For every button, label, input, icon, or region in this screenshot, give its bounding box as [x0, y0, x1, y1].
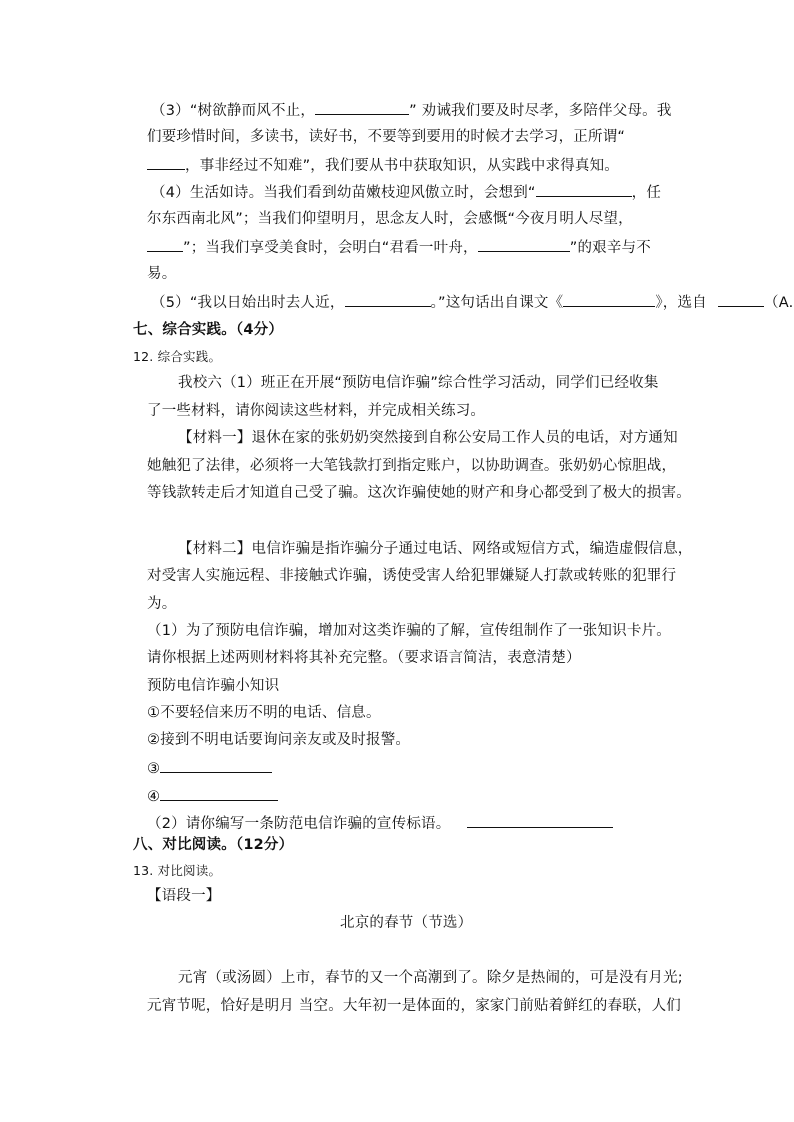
q3-line-1: （3）“树欲静而风不止， ” 劝诫我们要及时尽孝，多陪伴父母。我 [151, 100, 672, 121]
sub-question-1-instructions: 请你根据上述两则材料将其补充完整。（要求语言简洁，表意清楚） [147, 650, 581, 666]
material-2-line-3: 为。 [147, 596, 177, 612]
material-1-line-3: 等钱款转走后才知道自己受了骗。这次诈骗使她的财产和身心都受到了极大的损害。 [147, 485, 691, 501]
q5-blank-1[interactable] [345, 292, 431, 307]
knowledge-tip-3: ③ [147, 758, 272, 779]
passage-line-2: 元宵节呢，恰好是明月 当空。大年初一是体面的，家家门前贴着鲜红的春联，人们 [147, 998, 682, 1014]
q4-blank-2[interactable] [147, 237, 183, 252]
question-13-label: 13. 对比阅读。 [133, 863, 222, 878]
material-1-line-2: 她触犯了法律，必须将一大笔钱款打到指定账户，以协助调查。张奶奶心惊胆战， [147, 458, 677, 474]
q3-line-3: ，事非经过不知难”，我们要从书中获取知识，从实践中求得真知。 [147, 155, 619, 176]
section-8-title: 八、对比阅读。（12分） [133, 837, 294, 853]
passage-line-1: 元宵（或汤圆）上市，春节的又一个高潮到了。除夕是热闹的，可是没有月光; [178, 970, 683, 986]
q3-line-2: 们要珍惜时间，多读书，读好书，不要等到要用的时候才去学习，正所谓“ [147, 129, 626, 145]
q4-line-3: ”；当我们享受美食时，会明白“君看一叶舟， ”的艰辛与不 [147, 237, 651, 258]
slogan-blank[interactable] [467, 813, 613, 828]
intro-line-2: 了一些材料，请你阅读这些材料，并完成相关练习。 [147, 403, 486, 419]
material-2-line-2: 对受害人实施远程、非接触式诈骗，诱使受害人给犯罪嫌疑人打款或转账的犯罪行 [147, 568, 677, 584]
q4-blank-3[interactable] [478, 237, 570, 252]
passage-title: 北京的春节（节选） [340, 915, 473, 931]
q4-line-2: 尔东西南北风”；当我们仰望明月，思念友人时，会感慨“今夜月明人尽望， [147, 211, 633, 227]
q4-line-4: 易。 [147, 266, 177, 282]
q5-blank-3[interactable] [718, 292, 764, 307]
q5-blank-2[interactable] [563, 292, 655, 307]
q4-line-1: （4）生活如诗。当我们看到幼苗嫩枝迎风傲立时，会想到“ ，任 [151, 182, 661, 203]
q5-line-tail: （A. [718, 292, 793, 313]
knowledge-tip-2: ②接到不明电话要询问亲友或及时报警。 [147, 732, 411, 748]
material-1-line-1: 【材料一】退休在家的张奶奶突然接到自称公安局工作人员的电话，对方通知 [178, 430, 678, 446]
sub-question-2: （2）请你编写一条防范电信诈骗的宣传标语。 [147, 813, 613, 834]
tip-4-blank[interactable] [160, 786, 278, 801]
intro-line-1: 我校六（1）班正在开展“预防电信诈骗”综合性学习活动，同学们已经收集 [178, 375, 659, 391]
material-2-line-1: 【材料二】电信诈骗是指诈骗分子通过电话、网络或短信方式，编造虚假信息， [178, 541, 693, 557]
tip-3-blank[interactable] [160, 758, 272, 773]
knowledge-card-title: 预防电信诈骗小知识 [147, 678, 280, 694]
q3-blank-1[interactable] [315, 100, 409, 115]
q3-blank-2[interactable] [147, 155, 185, 170]
q5-line: （5）“我以日始出时去人近， 。”这句话出自课文《 》，选自 [151, 292, 707, 313]
passage-1-label: 【语段一】 [147, 888, 221, 904]
section-7-title: 七、综合实践。（4分） [133, 322, 284, 338]
sub-question-1: （1）为了预防电信诈骗，增加对这类诈骗的了解，宣传组制作了一张知识卡片。 [147, 623, 671, 639]
question-12-label: 12. 综合实践。 [133, 349, 222, 364]
knowledge-tip-1: ①不要轻信来历不明的电话、信息。 [147, 705, 381, 721]
knowledge-tip-4: ④ [147, 786, 278, 807]
q4-blank-1[interactable] [536, 182, 632, 197]
